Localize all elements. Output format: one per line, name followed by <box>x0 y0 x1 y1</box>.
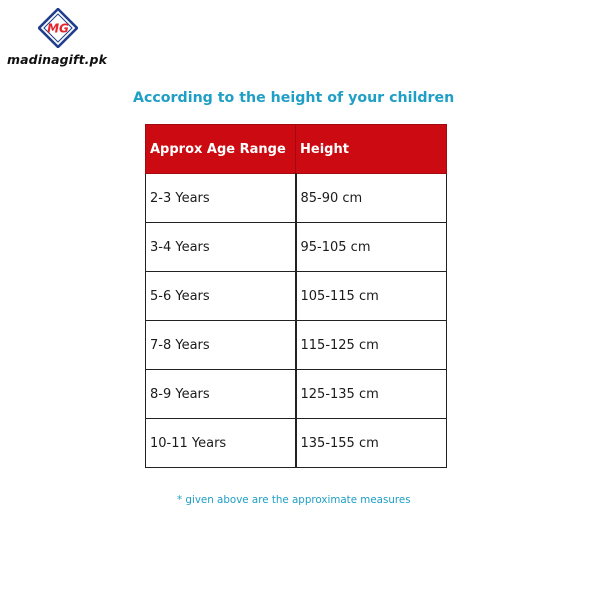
height-cell: 135-155 cm <box>296 419 447 468</box>
height-cell: 125-135 cm <box>296 370 447 419</box>
table-row <box>146 174 447 223</box>
table-row <box>146 370 447 419</box>
brand-name: madinagift.pk <box>7 52 107 67</box>
table-body <box>146 174 447 468</box>
age-range-cell: 2-3 Years <box>146 174 296 223</box>
table-row <box>146 419 447 468</box>
height-cell: 85-90 cm <box>296 174 447 223</box>
footnote: * given above are the approximate measures <box>177 494 411 506</box>
table-row <box>146 321 447 370</box>
height-cell: 115-125 cm <box>296 321 447 370</box>
age-range-cell: 8-9 Years <box>146 370 296 419</box>
age-range-cell: 7-8 Years <box>146 321 296 370</box>
table-row <box>146 223 447 272</box>
table-row <box>146 272 447 321</box>
size-chart-table <box>145 124 447 468</box>
age-range-cell: 5-6 Years <box>146 272 296 321</box>
height-cell: 95-105 cm <box>296 223 447 272</box>
column-header-age: Approx Age Range <box>146 125 296 174</box>
column-header-height: Height <box>296 125 447 174</box>
page-heading: According to the height of your children <box>133 90 455 106</box>
logo-lettering: MG <box>47 21 69 36</box>
table-header-row <box>146 125 447 174</box>
age-range-cell: 10-11 Years <box>146 419 296 468</box>
madinagift-logo <box>38 8 78 48</box>
age-range-cell: 3-4 Years <box>146 223 296 272</box>
height-cell: 105-115 cm <box>296 272 447 321</box>
